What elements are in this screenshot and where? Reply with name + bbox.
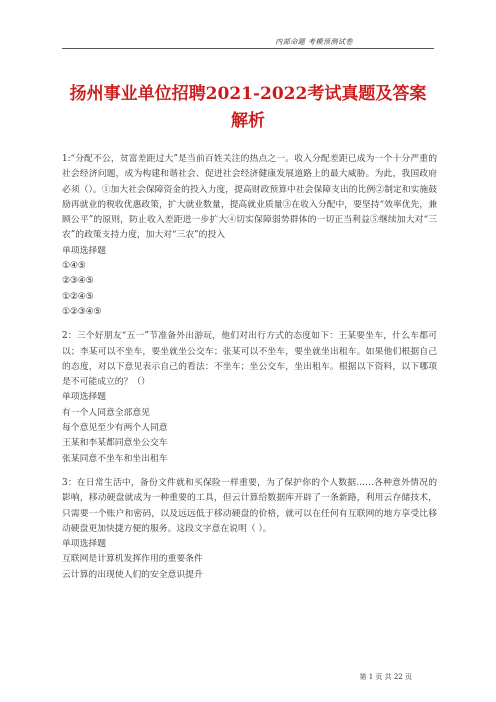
option: 云计算的出现使人们的安全意识提升 (62, 569, 203, 580)
option: 每个意见至少有两个人同意 (62, 423, 168, 434)
option: 互联网是计算机发挥作用的重要条件 (62, 554, 203, 565)
question-2 (62, 329, 437, 467)
question-type: 单项选择题 (62, 539, 106, 550)
option: ①②③④⑤ (62, 306, 102, 317)
option: ②③④⑤ (62, 276, 94, 287)
question-text: 1:“分配不公，贫富差距过大”是当前百姓关注的热点之一。收入分配差距已成为一个十分严重的社会经济问题，成为构建和谐社会、促进社会经济健康发展道路上的最大威胁。为此，我国政府必须（）。①加大社会保障资金的投入力度，提高财政预算中社会保障支出的比例②制定和实施鼓励再就业的税收优惠政策，扩大就业数量，提高就业质量③在收入分配中，要坚持“效率优先，兼顾公平”的原则，防止收入差距进一步扩大④切实保障弱势群体的一切正当利益⑤继续加大对“三农”的政策支持力度，加大对“三农”的投入 (62, 154, 437, 241)
question-type: 单项选择题 (62, 245, 106, 256)
header-divider (62, 48, 434, 49)
option: 有一个人同意全部意见 (62, 407, 150, 418)
option: ①④⑤ (62, 261, 86, 272)
question-text: 2：三个好朋友“五一”节准备外出游玩，他们对出行方式的态度如下：王某要坐车，什么车都可以；李某可以不坐车，要坐就坐公交车；张某可以不坐车，要坐就坐出租车。如果他们根据自己的态度，对以下意见表示自己的看法：不坐车；坐公交车，坐出租车。根据以下资料，以下哪项是不可能成立的？（） (62, 331, 437, 388)
option: 张某同意不坐车和坐出租车 (62, 453, 168, 464)
question-type: 单项选择题 (62, 392, 106, 403)
header-note: 内部命题 考模预测试卷 (275, 38, 353, 46)
question-3 (62, 476, 437, 583)
document-title: 扬州事业单位招聘2021-2022考试真题及答案解析 (69, 84, 427, 131)
question-1 (62, 152, 437, 320)
document-body (62, 152, 437, 592)
page-number: 第 1 页 共 22 页 (359, 673, 412, 681)
option: ①②④⑤ (62, 291, 94, 302)
question-text: 3：在日常生活中，备份文件就和买保险一样重要，为了保护你的个人数据……各种意外情况的影响，移动硬盘就成为一种重要的工具，但云计算给数据库开辟了一条新路，利用云存储技术，只需要一个账户和密码，以及远远低于移动硬盘的价格，就可以在任何有互联网的地方享受比移动硬盘更加快捷方便的服务。这段文字意在说明（ ）。 (62, 477, 437, 534)
option: 王某和李某都同意坐公交车 (62, 438, 168, 449)
